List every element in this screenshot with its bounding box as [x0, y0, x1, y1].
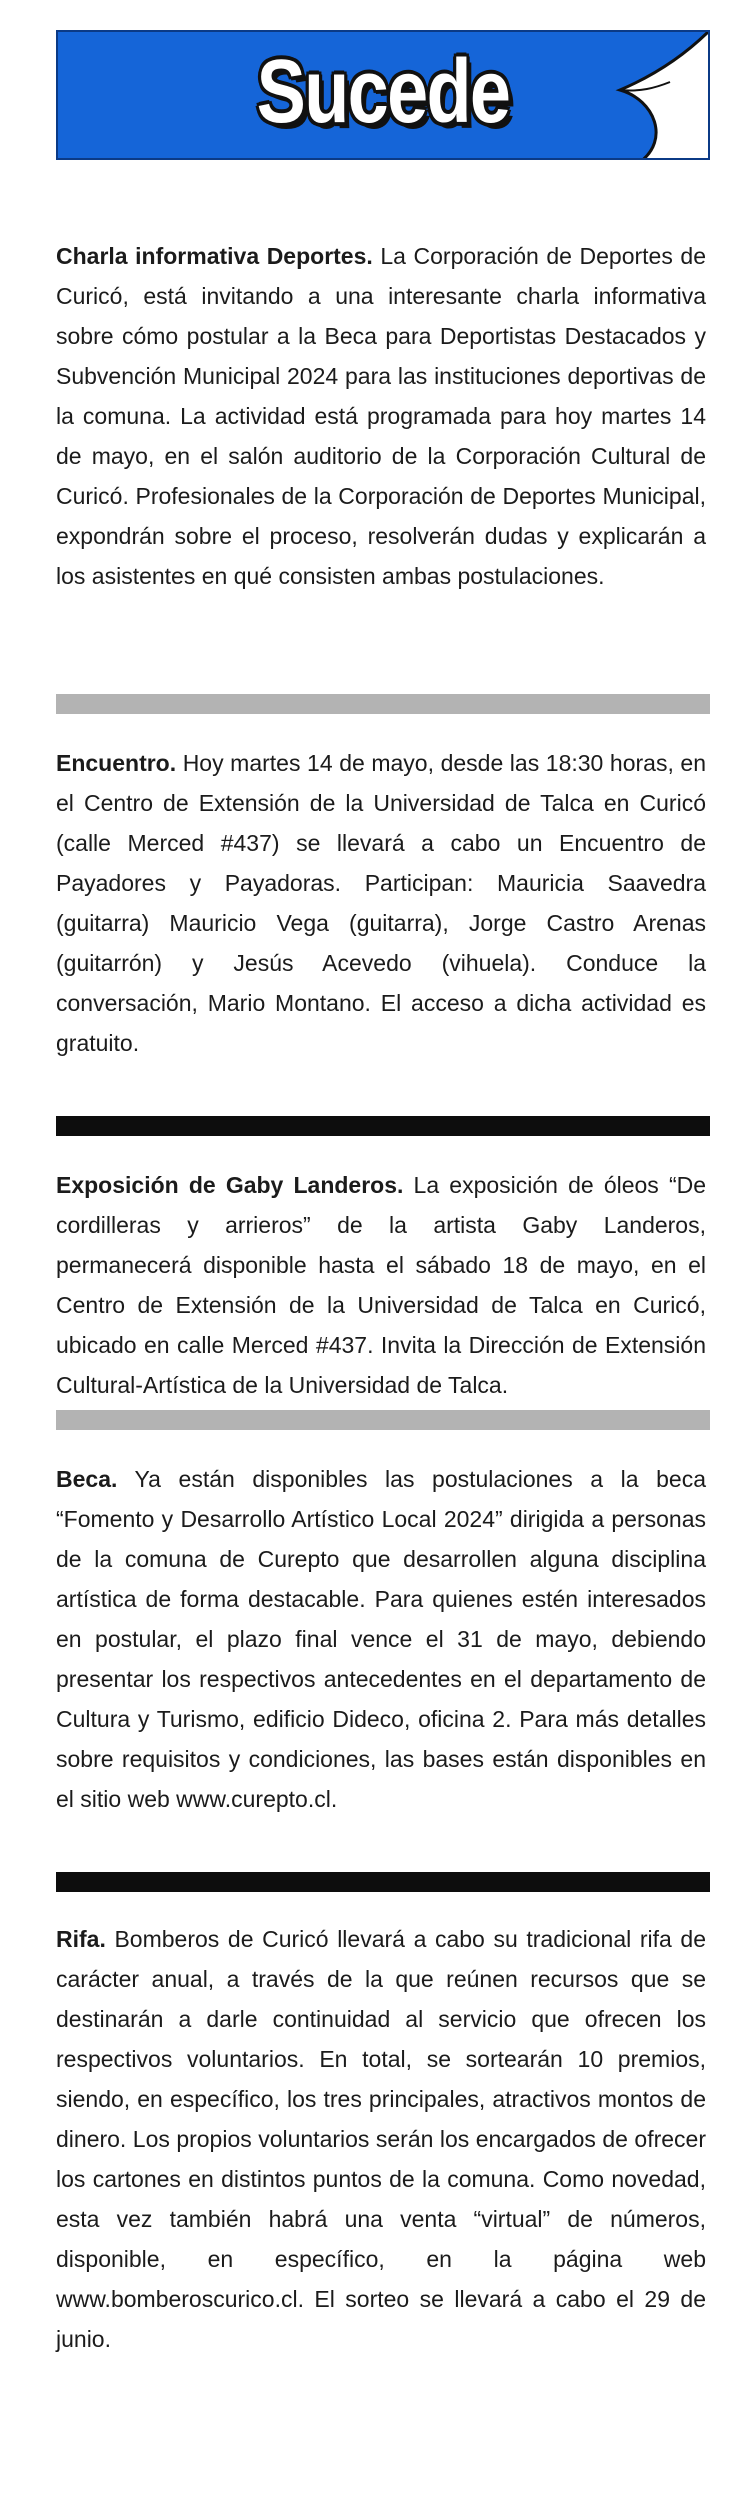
separator-gray [56, 1410, 710, 1430]
news-item-body: Ya están disponibles las postulaciones a la beca “Fomento y Desarrollo Artístico Local 2024” dirigida a personas de la comuna de Curepto que desarrollen alguna disciplina artística de forma destacable. Para quienes estén interesados en postular, el plazo final vence el 31 de mayo, debiendo presentar los respectivos antecedentes en el departamento de Cultura y Turismo, edificio Dideco, oficina 2. Para más detalles sobre requisitos y condiciones, las bases están disponibles en el sitio web www.curepto.cl. [56, 1466, 706, 1812]
news-item-body: La Corporación de Deportes de Curicó, está invitando a una interesante charla informativa sobre cómo postular a la Beca para Deportistas Destacados y Subvención Municipal 2024 para las instituciones deportivas de la comuna. La actividad está programada para hoy martes 14 de mayo, en el salón auditorio de la Corporación Cultural de Curicó. Profesionales de la Corporación de Deportes Municipal, expondrán sobre el proceso, resolverán dudas y explicarán a los asistentes en qué consisten ambas postulaciones. [56, 243, 706, 589]
news-item-lead: Charla informativa Deportes. [56, 243, 373, 269]
news-item-body: La exposición de óleos “De cordilleras y arrieros” de la artista Gaby Landeros, permanecerá disponible hasta el sábado 18 de mayo, en el Centro de Extensión de la Universidad de Talca en Curicó, ubicado en calle Merced #437. Invita la Dirección de Extensión Cultural-Artística de la Universidad de Talca. [56, 1172, 707, 1398]
news-item-body: Hoy martes 14 de mayo, desde las 18:30 horas, en el Centro de Extensión de la Universidad de Talca en Curicó (calle Merced #437) se llevará a cabo un Encuentro de Payadores y Payadoras. Participan: Mauricia Saavedra (guitarra) Mauricio Vega (guitarra), Jorge Castro Arenas (guitarrón) y Jesús Acevedo (vihuela). Conduce la conversación, Mario Montano. El acceso a dicha actividad es gratuito. [56, 750, 706, 1056]
section-header-band [56, 30, 710, 160]
news-item-lead: Encuentro. [56, 750, 177, 776]
news-item-exposicion [56, 1165, 706, 1405]
section-title: Sucede [256, 42, 510, 142]
separator-gray [56, 694, 710, 714]
separator-black [56, 1872, 710, 1892]
news-item-charla [56, 236, 706, 596]
news-item-encuentro [56, 743, 706, 1063]
news-item-rifa [56, 1919, 706, 2359]
news-item-lead: Exposición de Gaby Landeros. [56, 1172, 404, 1198]
news-item-body: Bomberos de Curicó llevará a cabo su tradicional rifa de carácter anual, a través de la que reúnen recursos que se destinarán a darle continuidad al servicio que ofrecen los respectivos voluntarios. En total, se sortearán 10 premios, siendo, en específico, los tres principales, atractivos montos de dinero. Los propios voluntarios serán los encargados de ofrecer los cartones en distintos puntos de la comuna. Como novedad, esta vez también habrá una venta “virtual” de números, disponible, en específico, en la página web www.bomberoscurico.cl. El sorteo se llevará a cabo el 29 de junio. [56, 1926, 706, 2352]
news-item-lead: Rifa. [56, 1926, 106, 1952]
news-item-beca [56, 1459, 706, 1819]
separator-black [56, 1116, 710, 1136]
news-item-lead: Beca. [56, 1466, 118, 1492]
